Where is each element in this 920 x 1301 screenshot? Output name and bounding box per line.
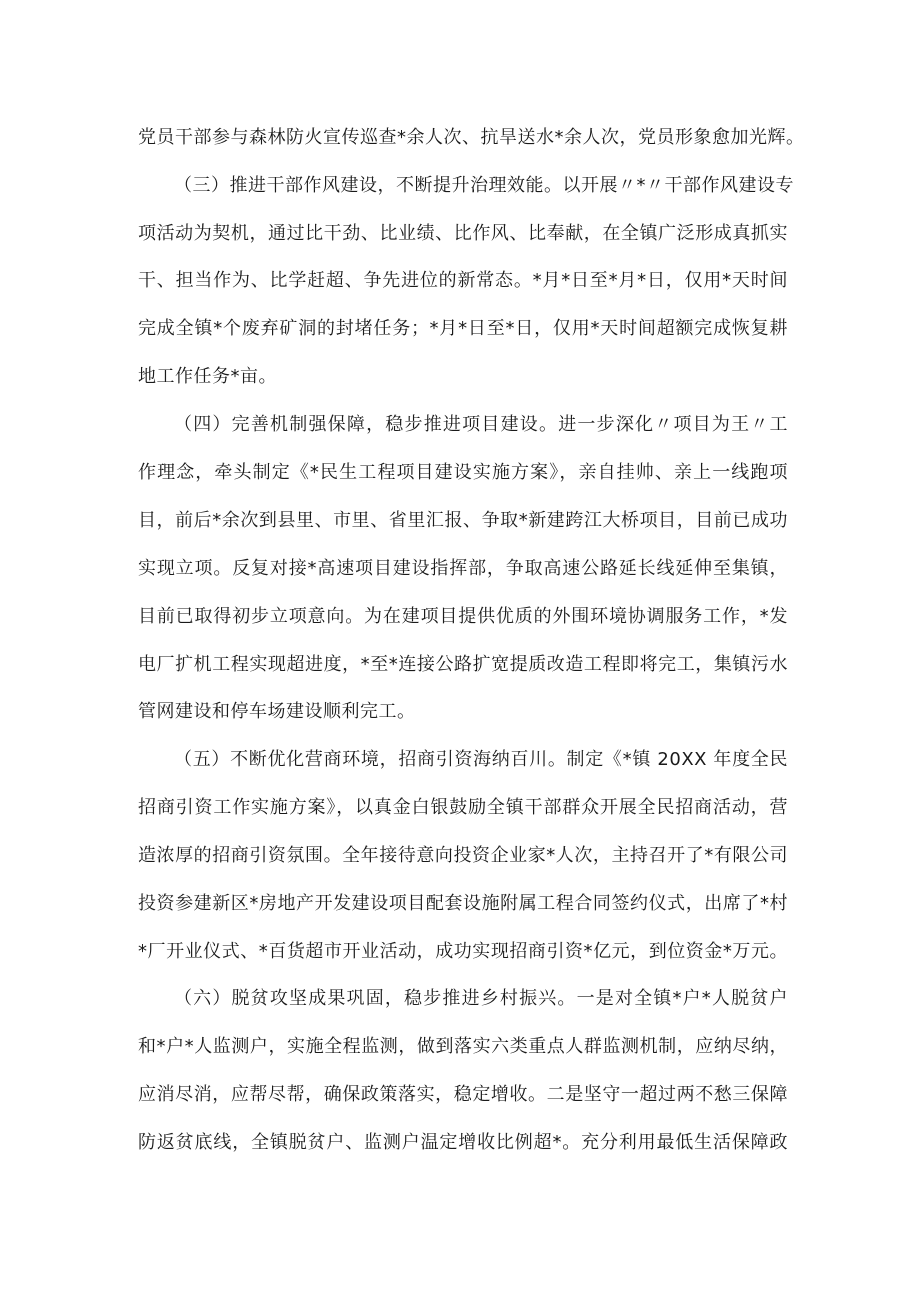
text-line: 投资参建新区*房地产开发建设项目配套设施附属工程合同签约仪式，出席了*村 xyxy=(138,893,788,914)
text-line: 项活动为契机，通过比干劲、比业绩、比作风、比奉献，在全镇广泛形成真抓实 xyxy=(138,223,788,244)
text-line: 作理念，牵头制定《*民生工程项目建设实施方案》，亲自挂帅、亲上一线跑项 xyxy=(138,462,788,483)
text-line: 党员干部参与森林防火宣传巡查*余人次、抗旱送水*余人次，党员形象愈加光辉。 xyxy=(138,127,805,148)
text-line: 实现立项。反复对接*高速项目建设指挥部，争取高速公路延长线延伸至集镇， xyxy=(138,558,788,579)
text-line: 和*户*人监测户，实施全程监测，做到落实六类重点人群监测机制，应纳尽纳， xyxy=(138,1036,788,1057)
text-line: 造浓厚的招商引资氛围。全年接待意向投资企业家*人次，主持召开了*有限公司 xyxy=(138,845,788,866)
text-line: 目，前后*余次到县里、市里、省里汇报、争取*新建跨江大桥项目，目前已成功 xyxy=(138,510,788,531)
section-heading-line: （六）脱贫攻坚成果巩固，稳步推进乡村振兴。一是对全镇*户*人脱贫户 xyxy=(174,988,788,1009)
text-line: 干、担当作为、比学赶超、争先进位的新常态。*月*日至*月*日，仅用*天时间 xyxy=(138,270,788,291)
section-heading-line: （四）完善机制强保障，稳步推进项目建设。进一步深化〃项目为王〃工 xyxy=(174,414,788,435)
text-line: *厂开业仪式、*百货超市开业活动，成功实现招商引资*亿元，到位资金*万元。 xyxy=(138,941,788,962)
section-heading-line: （三）推进干部作风建设，不断提升治理效能。以开展〃*〃干部作风建设专 xyxy=(174,175,794,196)
text-line: 管网建设和停车场建设顺利完工。 xyxy=(138,701,416,722)
section-heading-line: （五）不断优化营商环境，招商引资海纳百川。制定《*镇 20XX 年度全民 xyxy=(174,749,788,770)
text-line: 防返贫底线，全镇脱贫户、监测户温定增收比例超*。充分利用最低生活保障政 xyxy=(138,1132,788,1153)
text-line: 应消尽消，应帮尽帮，确保政策落实，稳定增收。二是坚守一超过两不愁三保障 xyxy=(138,1084,788,1105)
text-line: 完成全镇*个废弃矿洞的封堵任务；*月*日至*日，仅用*天时间超额完成恢复耕 xyxy=(138,318,788,339)
text-line: 电厂扩机工程实现超进度，*至*连接公路扩宽提质改造工程即将完工，集镇污水 xyxy=(138,654,788,675)
text-line: 地工作任务*亩。 xyxy=(138,366,277,387)
text-line: 目前已取得初步立项意向。为在建项目提供优质的外围环境协调服务工作，*发 xyxy=(138,606,788,627)
text-line: 招商引资工作实施方案》，以真金白银鼓励全镇干部群众开展全民招商活动，营 xyxy=(138,797,788,818)
